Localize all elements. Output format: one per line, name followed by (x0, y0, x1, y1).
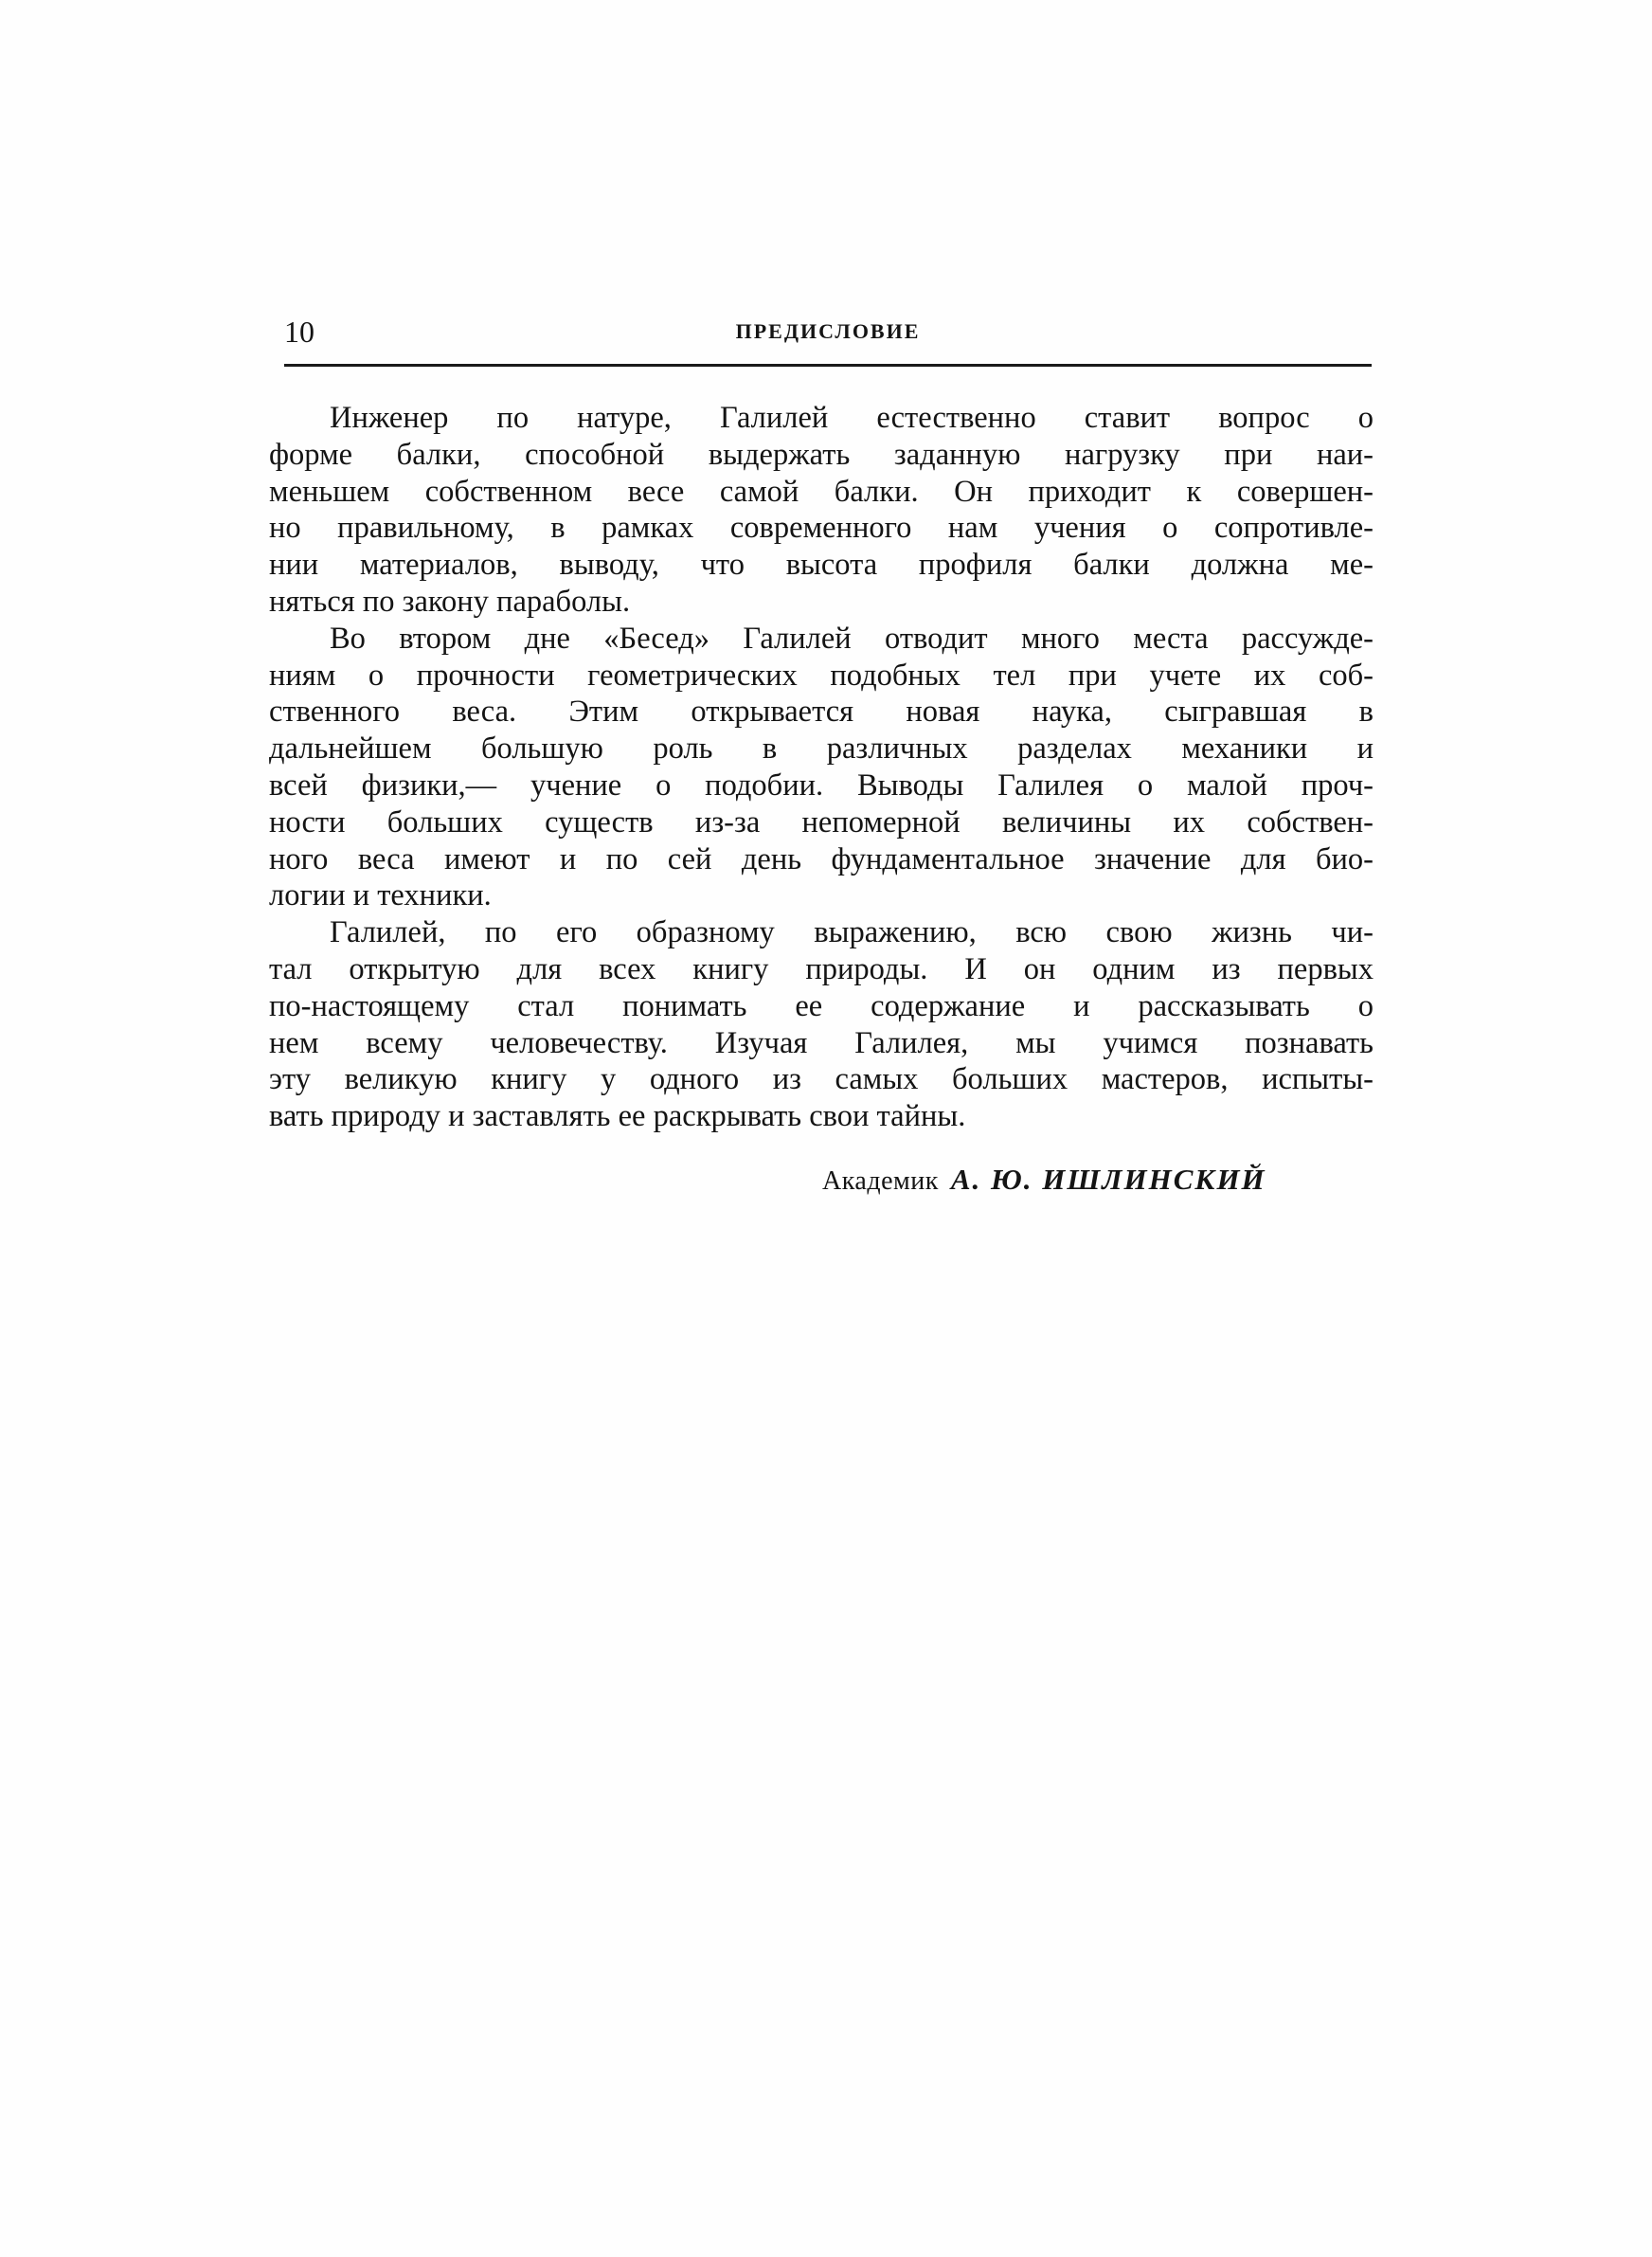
text-line: тал открытую для всех книгу природы. И он одним из первых (269, 951, 1374, 986)
author-name: А. Ю. ИШЛИНСКИЙ (950, 1163, 1266, 1196)
text-line: ниям о прочности геометрических подобных тел при учете их соб- (269, 658, 1374, 693)
text-line: няться по закону параболы. (269, 584, 631, 619)
text-line: Инженер по натуре, Галилей естественно ставит вопрос о (330, 401, 1374, 435)
text-line: нем всему человечеству. Изучая Галилея, мы учимся познавать (269, 1025, 1374, 1060)
author-title: Академик (822, 1166, 939, 1196)
text-line: ного веса имеют и по сей день фундаментальное значение для био- (269, 841, 1374, 876)
header-divider (284, 364, 1372, 367)
section-title: ПРЕДИСЛОВИЕ (735, 319, 921, 343)
text-line: ности больших существ из-за непомерной величины их собствен- (269, 804, 1374, 840)
text-line: дальнейшем большую роль в различных разделах механики и (269, 731, 1374, 767)
page-number: 10 (284, 315, 314, 349)
preface-body (269, 400, 1374, 1135)
text-line: всей физики,— учение о подобии. Выводы Галилея о малой проч- (269, 767, 1374, 803)
text-line: Галилей, по его образному выражению, всю свою жизнь чи- (330, 915, 1374, 950)
running-head (284, 309, 1372, 366)
text-line: вать природу и заставлять ее раскрывать свои тайны. (269, 1099, 966, 1134)
text-line: но правильному, в рамках современного нам учения о сопротивле- (269, 511, 1374, 546)
text-line: форме балки, способной выдержать заданную нагрузку при наи- (269, 437, 1374, 472)
text-line: нии материалов, выводу, что высота профиля балки должна ме- (269, 548, 1374, 583)
text-line: логии и техники. (269, 878, 492, 913)
text-line: Во втором дне «Бесед» Галилей отводит много места рассужде- (330, 621, 1374, 656)
author-signature (822, 1159, 1266, 1202)
text-line: ственного веса. Этим открывается новая наука, сыгравшая в (269, 695, 1374, 730)
text-line: эту великую книгу у одного из самых больших мастеров, испыты- (269, 1062, 1374, 1097)
text-line: по-настоящему стал понимать ее содержание и рассказывать о (269, 988, 1374, 1023)
text-line: меньшем собственном весе самой балки. Он приходит к совершен- (269, 474, 1374, 509)
